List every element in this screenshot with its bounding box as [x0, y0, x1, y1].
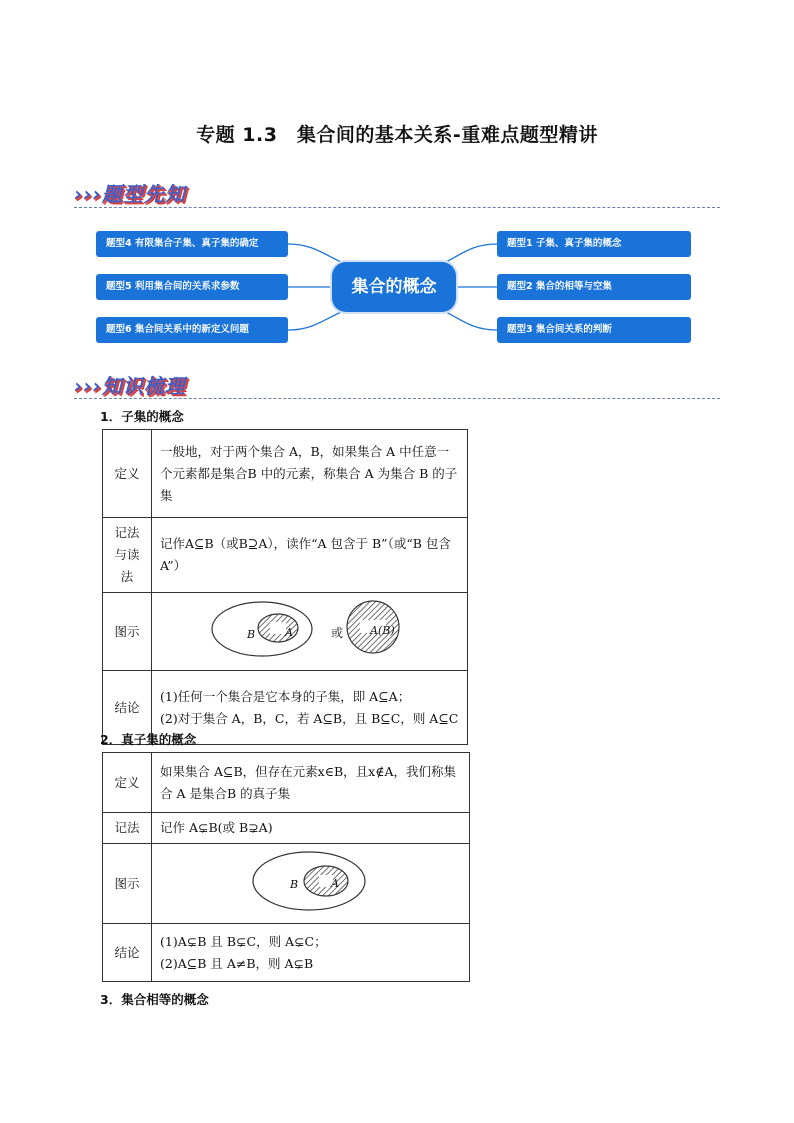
section-heading-set-equality: 3．集合相等的概念 [100, 992, 209, 1007]
row-text: 记作A⊆B（或B⊇A），读作“A 包含于 B”（或“B 包含A”） [152, 518, 468, 593]
venn-figure [152, 844, 470, 924]
mindmap-item-type2: 题型2 集合的相等与空集 [497, 274, 691, 300]
section-heading-proper-subset: 2．真子集的概念 [100, 732, 197, 747]
row-text: 如果集合 A⊆B，但存在元素x∈B，且x∉A，我们称集合 A 是集合B 的真子集 [152, 753, 470, 813]
venn-or: 或 [331, 626, 344, 640]
section-heading-subset: 1．子集的概念 [100, 409, 184, 424]
venn-label-ab: A(B) [370, 624, 395, 637]
conclusion-line: (2)A⊆B 且 A≠B，则 A⊊B [160, 955, 314, 971]
venn-label-a: A [331, 877, 339, 890]
mindmap-item-type1: 题型1 子集、真子集的概念 [497, 231, 691, 257]
conclusion-line: (1)A⊊B 且 B⊊C，则 A⊊C； [160, 933, 327, 949]
row-label: 记法 [103, 813, 152, 844]
page-title: 专题 1.3 集合间的基本关系-重难点题型精讲 [196, 124, 598, 146]
row-text [152, 671, 468, 745]
conclusion-line: (2)对于集合 A，B，C，若 A⊆B，且 B⊆C，则 A⊆C [160, 710, 459, 726]
venn-label-a: A [285, 626, 293, 639]
row-text: 记作 A⊊B(或 B⊋A) [152, 813, 470, 844]
mindmap-item-type6: 题型6 集合间关系中的新定义问题 [96, 317, 288, 343]
banner-knowledge: ›››知识梳理 [74, 374, 186, 398]
row-text: 一般地，对于两个集合 A，B，如果集合 A 中任意一个元素都是集合B 中的元素，称集合 A 为集合 B 的子集 [152, 430, 468, 518]
proper-subset-table [102, 752, 470, 982]
venn-diagram [251, 848, 371, 912]
row-label: 结论 [103, 924, 152, 982]
venn-label-b: B [247, 628, 256, 641]
venn-label-b: B [290, 878, 299, 891]
mindmap-center: 集合的概念 [332, 262, 456, 312]
mindmap-item-type5: 题型5 利用集合间的关系求参数 [96, 274, 288, 300]
banner-question-types: ›››题型先知 [74, 182, 186, 206]
row-text [152, 924, 470, 982]
row-label: 记法与读法 [103, 518, 152, 593]
row-label: 图示 [103, 844, 152, 924]
divider [74, 398, 720, 399]
row-label: 定义 [103, 753, 152, 813]
venn-figure [152, 593, 468, 671]
mindmap-item-type3: 题型3 集合间关系的判断 [497, 317, 691, 343]
conclusion-line: (1)任何一个集合是它本身的子集，即 A⊆A； [160, 688, 411, 704]
subset-table [102, 429, 468, 745]
mindmap-item-type4: 题型4 有限集合子集、真子集的确定 [96, 231, 288, 257]
row-label: 定义 [103, 430, 152, 518]
row-label: 图示 [103, 593, 152, 671]
row-label: 结论 [103, 671, 152, 745]
